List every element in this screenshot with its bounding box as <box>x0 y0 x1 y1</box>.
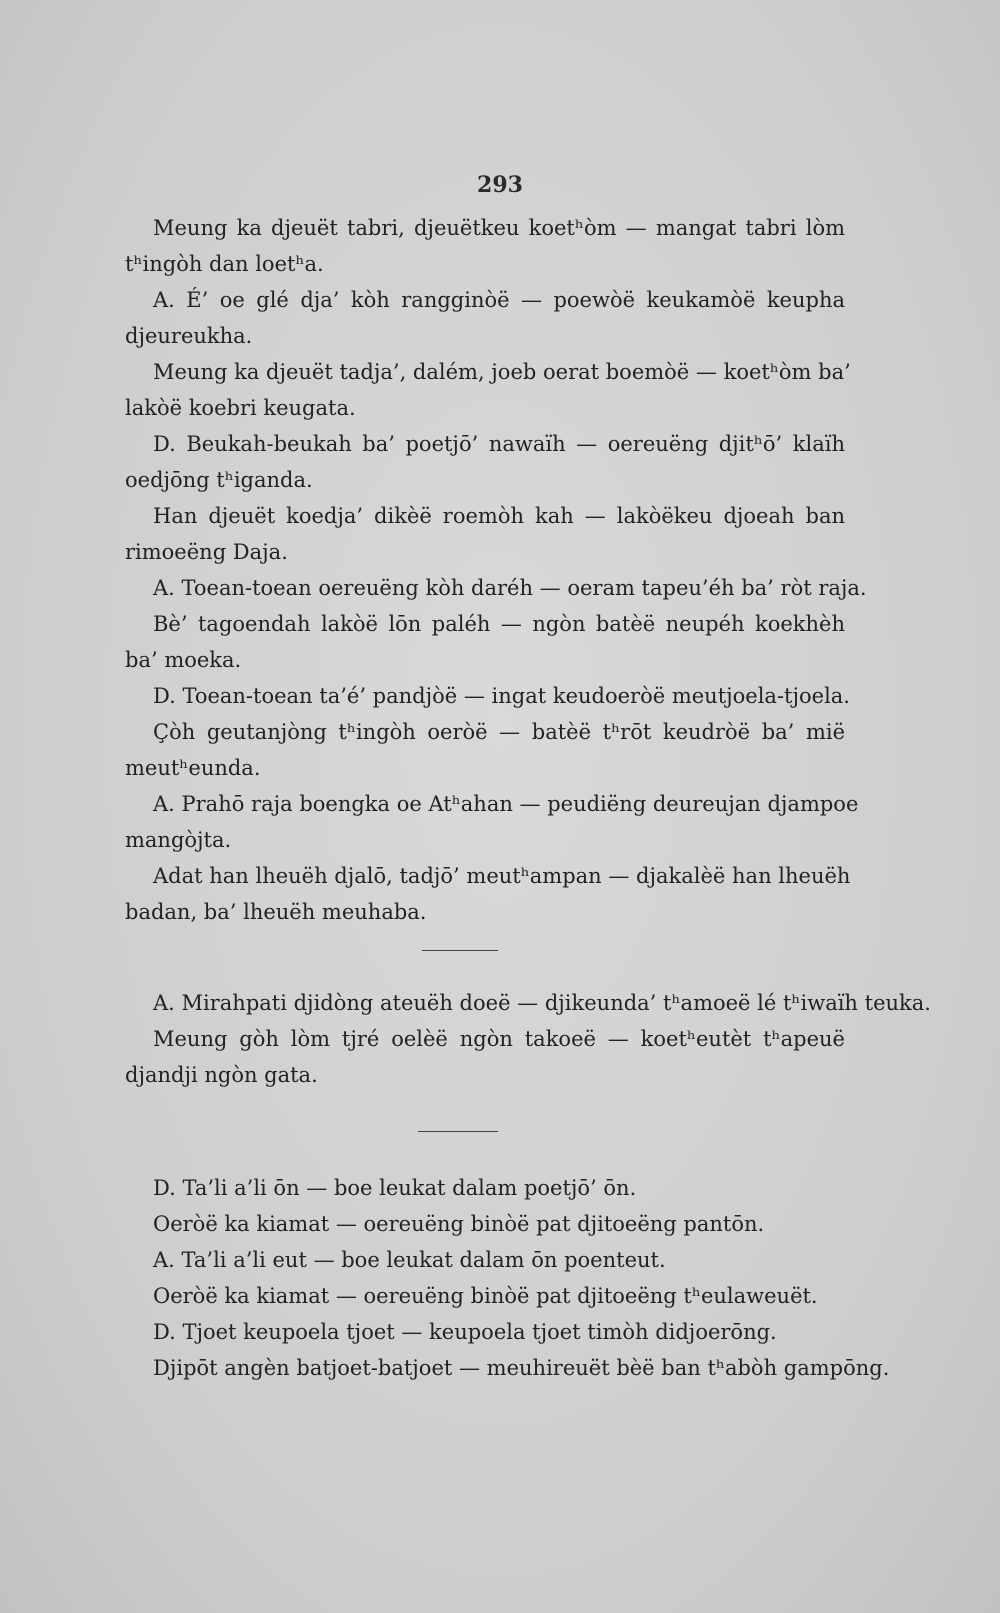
text-line: meutʰeunda. <box>125 756 261 780</box>
text-line: Çòh geutanjòng tʰingòh oeròë — batèë tʰrōt keudròë ba’ mië <box>153 720 845 744</box>
text-line: Meung gòh lòm tjré oelèë ngòn takoeë — koetʰeutèt tʰapeuë <box>153 1027 845 1051</box>
text-line: badan, ba’ lheuëh meuhaba. <box>125 900 427 924</box>
text-line: A. Ta’li a’li eut — boe leukat dalam ōn poenteut. <box>153 1248 666 1272</box>
text-line: A. É’ oe glé dja’ kòh rangginòë — poewòë keukamòë keupha <box>153 288 845 312</box>
text-line: djeureukha. <box>125 324 253 348</box>
text-line: Meung ka djeuët tabri, djeuëtkeu koetʰòm — mangat tabri lòm <box>153 216 845 240</box>
text-line: lakòë koebri keugata. <box>125 396 356 420</box>
text-line: Meung ka djeuët tadja’, dalém, joeb oerat boemòë — koetʰòm ba’ <box>153 360 851 384</box>
text-line: Oeròë ka kiamat — oereuëng binòë pat djitoeëng pantōn. <box>153 1212 765 1236</box>
text-line: oedjōng tʰiganda. <box>125 468 313 492</box>
text-line: tʰingòh dan loetʰa. <box>125 252 324 276</box>
section-divider-1 <box>422 950 498 951</box>
text-line: A. Mirahpati djidòng ateuëh doeë — djikeunda’ tʰamoeë lé tʰiwaïh teuka. <box>153 991 931 1015</box>
text-line: A. Prahō raja boengka oe Atʰahan — peudiëng deureujan djampoe <box>153 792 859 816</box>
text-line: D. Ta’li a’li ōn — boe leukat dalam poetjō’ ōn. <box>153 1176 637 1200</box>
text-line: Bè’ tagoendah lakòë lōn paléh — ngòn batèë neupéh koekhèh <box>153 612 845 636</box>
section-divider-2 <box>418 1131 498 1132</box>
text-line: D. Tjoet keupoela tjoet — keupoela tjoet timòh didjoerōng. <box>153 1320 777 1344</box>
text-section-2 <box>125 985 931 1093</box>
text-line: Adat han lheuëh djalō, tadjō’ meutʰampan — djakalèë han lheuëh <box>153 864 851 888</box>
text-line: ba’ moeka. <box>125 648 242 672</box>
text-line: Oeròë ka kiamat — oereuëng binòë pat djitoeëng tʰeulaweuët. <box>153 1284 818 1308</box>
text-section-1 <box>125 210 867 930</box>
text-line: rimoeëng Daja. <box>125 540 288 564</box>
text-line: D. Toean-toean ta’é’ pandjòë — ingat keudoeròë meutjoela-tjoela. <box>153 684 850 708</box>
text-section-3 <box>125 1170 890 1386</box>
text-line: mangòjta. <box>125 828 232 852</box>
text-line: Han djeuët koedja’ dikèë roemòh kah — lakòëkeu djoeah ban <box>153 504 845 528</box>
text-line: D. Beukah-beukah ba’ poetjō’ nawaïh — oereuëng djitʰō’ klaïh <box>153 432 845 456</box>
page-number: 293 <box>477 172 523 198</box>
text-line: Djipōt angèn batjoet-batjoet — meuhireuët bèë ban tʰabòh gampōng. <box>153 1356 890 1380</box>
text-line: djandji ngòn gata. <box>125 1063 318 1087</box>
text-line: A. Toean-toean oereuëng kòh daréh — oeram tapeu’éh ba’ ròt raja. <box>153 576 867 600</box>
